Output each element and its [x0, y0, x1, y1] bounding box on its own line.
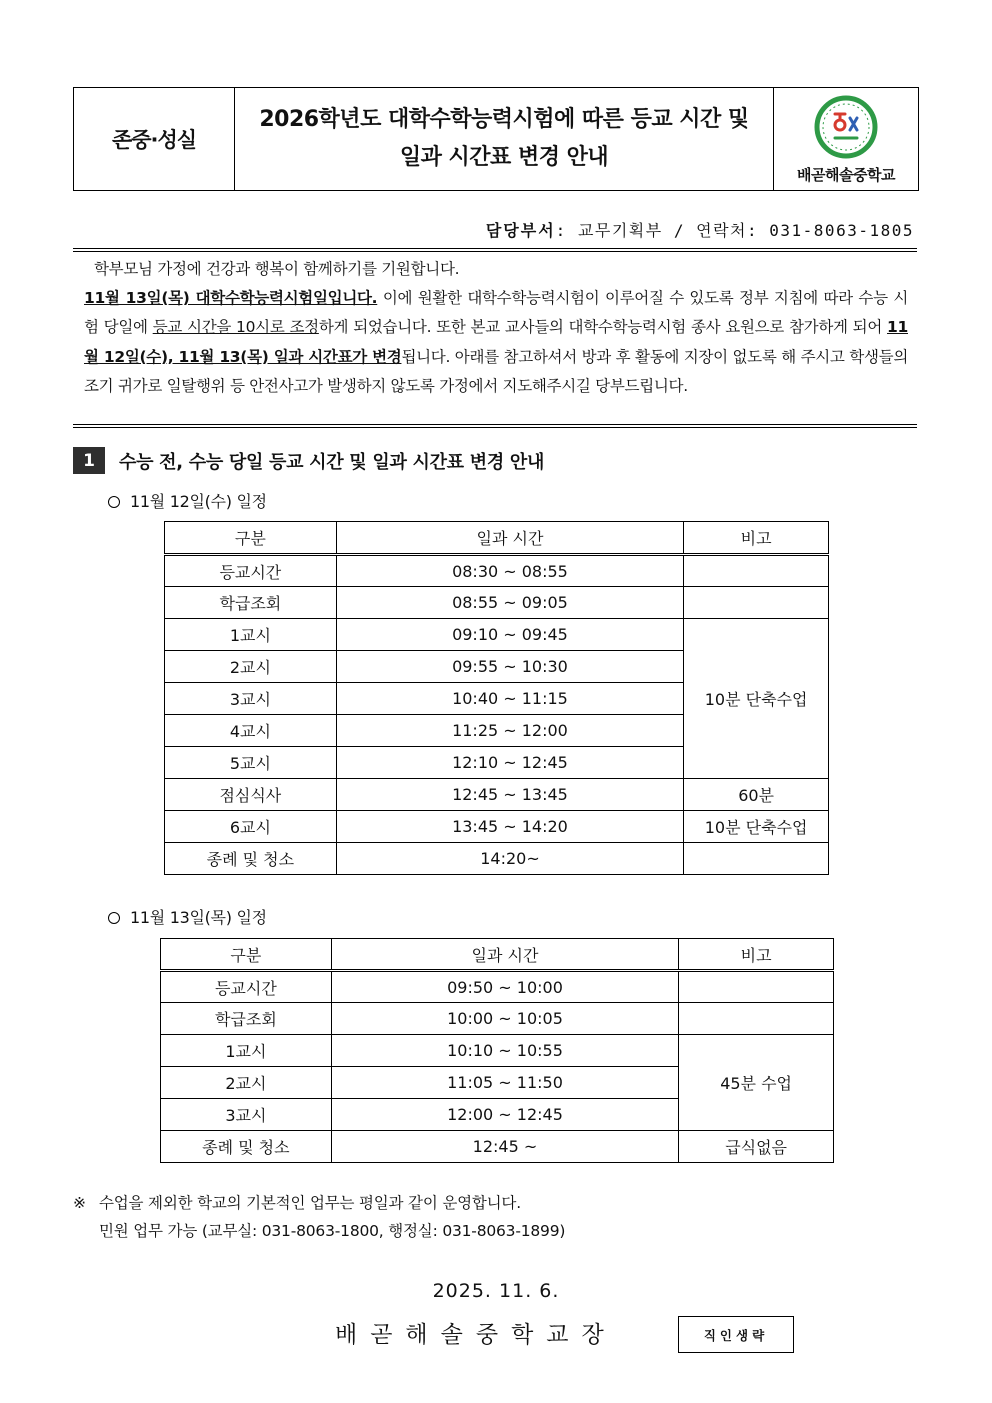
intro-text-c: 됩니다. 아래를 참고하셔서 방과 후 활동에 지장이 없도록 해 주시고 학생들의 조기 귀가로 일탈행위 등 안전사고가 발생하지 않도록 가정에서 지도해주시길 당부드립니다.	[84, 347, 908, 395]
row-time: 13:45 ~ 14:20	[336, 811, 683, 843]
table-row	[165, 587, 829, 619]
dept-label: 담당부서	[485, 221, 556, 240]
row-note: 10분 단축수업	[684, 811, 829, 843]
arrival-time-change: 등교 시간을 10시로 조정	[152, 318, 319, 337]
table-row	[165, 555, 829, 587]
school-motto: 존중·성실	[74, 88, 235, 190]
row-note	[684, 587, 829, 619]
header-time: 일과 시간	[336, 522, 683, 555]
row-label: 1교시	[161, 1035, 332, 1067]
row-label: 등교시간	[161, 971, 332, 1003]
row-time: 09:10 ~ 09:45	[336, 619, 683, 651]
dept-value: 교무기획부	[577, 221, 663, 240]
row-note	[679, 1003, 834, 1035]
table-header-row	[161, 939, 834, 971]
row-time: 14:20~	[336, 843, 683, 875]
row-label: 6교시	[165, 811, 337, 843]
phone-label: 연락처	[696, 221, 747, 240]
note-line-2: 민원 업무 가능 (교무실: 031-8063-1800, 행정실: 031-8063-1899)	[99, 1222, 566, 1240]
schedule1-title	[108, 489, 267, 512]
schedule-change-notice: 11월 12일(수), 11월 13(목) 일과 시간표가 변경	[84, 318, 908, 366]
title-line-1: 2026학년도 대학수학능력시험에 따른 등교 시간 및	[259, 107, 749, 132]
row-time: 11:05 ~ 11:50	[331, 1067, 678, 1099]
row-label: 3교시	[161, 1099, 332, 1131]
header-category: 구분	[161, 939, 332, 971]
note-text-1: 수업을 제외한 학교의 기본적인 업무는 평일과 같이 운영합니다.	[99, 1194, 521, 1212]
intro-paragraph	[84, 255, 908, 401]
official-seal-omitted: 직인생략	[678, 1316, 794, 1353]
intro-text-b: 하게 되었습니다. 또한 본교 교사들의 대학수학능력시험 종사 요원으로 참가하게 되어	[318, 318, 888, 337]
section-title: 수능 전, 수능 당일 등교 시간 및 일과 시간표 변경 안내	[119, 451, 545, 473]
header-note: 비고	[684, 522, 829, 555]
row-label: 2교시	[161, 1067, 332, 1099]
phone-value: 031-8063-1805	[769, 221, 914, 240]
divider-bottom	[73, 424, 917, 428]
table-header-row	[165, 522, 829, 555]
issue-date: 2025. 11. 6.	[432, 1280, 560, 1302]
table-row	[165, 619, 829, 651]
row-time: 08:30 ~ 08:55	[336, 555, 683, 587]
row-note	[679, 971, 834, 1003]
row-time: 10:10 ~ 10:55	[331, 1035, 678, 1067]
row-label: 학급조회	[161, 1003, 332, 1035]
row-time: 12:00 ~ 12:45	[331, 1099, 678, 1131]
row-time: 08:55 ~ 09:05	[336, 587, 683, 619]
principal-signature: 배곧해솔중학교장	[335, 1322, 617, 1348]
schedule1-title-text: 11월 12일(수) 일정	[130, 492, 267, 511]
row-note-merged: 45분 수업	[679, 1035, 834, 1131]
row-label: 종례 및 청소	[165, 843, 337, 875]
header-time: 일과 시간	[331, 939, 678, 971]
circle-bullet-icon	[108, 912, 120, 924]
row-time: 10:40 ~ 11:15	[336, 683, 683, 715]
header-note: 비고	[679, 939, 834, 971]
row-note: 60분	[684, 779, 829, 811]
schedule1-table	[164, 521, 829, 875]
schedule2-title-text: 11월 13일(목) 일정	[130, 908, 267, 927]
notes	[73, 1189, 565, 1245]
intro-text-a: 이에 원활한 대학수학능력시험이 이루어질 수 있도록 정부 지침에 따라 수능 시험 당일에	[84, 289, 909, 337]
note-line-1	[73, 1189, 565, 1217]
schedule2-table	[160, 938, 834, 1163]
document-title	[235, 88, 774, 190]
row-time: 12:45 ~	[331, 1131, 678, 1163]
row-label: 점심식사	[165, 779, 337, 811]
exam-date-notice: 11월 13일(목) 대학수학능력시험일입니다.	[84, 289, 378, 308]
school-logo-icon	[813, 94, 879, 160]
row-label: 3교시	[165, 683, 337, 715]
row-time: 09:50 ~ 10:00	[331, 971, 678, 1003]
table-row	[161, 1035, 834, 1067]
table-row	[165, 843, 829, 875]
row-label: 5교시	[165, 747, 337, 779]
section-number: 1	[73, 447, 105, 474]
row-label: 종례 및 청소	[161, 1131, 332, 1163]
row-note: 급식없음	[679, 1131, 834, 1163]
row-note	[684, 555, 829, 587]
divider-top	[73, 248, 917, 252]
header-category: 구분	[165, 522, 337, 555]
row-label: 4교시	[165, 715, 337, 747]
row-time: 09:55 ~ 10:30	[336, 651, 683, 683]
table-row	[161, 971, 834, 1003]
contact-line: 담당부서: 교무기획부 / 연락처: 031-8063-1805	[485, 221, 914, 240]
title-line-2: 일과 시간표 변경 안내	[399, 145, 609, 170]
table-row	[161, 1131, 834, 1163]
circle-bullet-icon	[108, 496, 120, 508]
row-label: 학급조회	[165, 587, 337, 619]
row-label: 2교시	[165, 651, 337, 683]
table-row	[165, 811, 829, 843]
row-time: 12:10 ~ 12:45	[336, 747, 683, 779]
reference-mark-icon: ※	[73, 1194, 86, 1212]
header-box	[73, 87, 919, 191]
table-row	[161, 1003, 834, 1035]
school-name-logo: 배곧해솔중학교	[797, 165, 895, 184]
row-time: 10:00 ~ 10:05	[331, 1003, 678, 1035]
row-time: 11:25 ~ 12:00	[336, 715, 683, 747]
row-label: 1교시	[165, 619, 337, 651]
row-time: 12:45 ~ 13:45	[336, 779, 683, 811]
row-note-merged: 10분 단축수업	[684, 619, 829, 779]
row-note	[684, 843, 829, 875]
section-heading	[73, 447, 544, 474]
table-row	[165, 779, 829, 811]
intro-body	[84, 284, 908, 401]
greeting: 학부모님 가정에 건강과 행복이 함께하기를 기원합니다.	[94, 260, 460, 278]
school-logo-block	[774, 88, 918, 190]
schedule2-title	[108, 905, 267, 928]
row-label: 등교시간	[165, 555, 337, 587]
